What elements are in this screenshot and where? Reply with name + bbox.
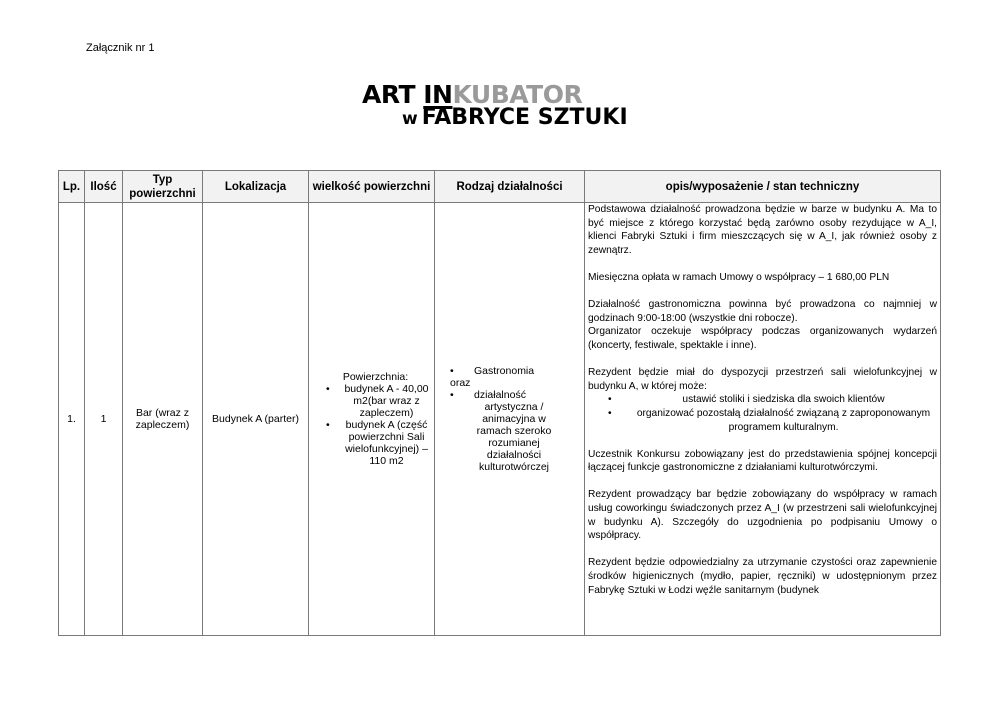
header-lokalizacja: Lokalizacja — [203, 171, 309, 203]
size-item: • budynek A (część powierzchni Sali wielofunkcyjnej) – 110 m2 — [326, 419, 431, 467]
logo-fabryce: FABRYCE SZTUKI — [421, 105, 628, 130]
header-rodzaj: Rodzaj działalności — [435, 171, 585, 203]
header-lp: Lp. — [59, 171, 85, 203]
desc-list-item: • ustawić stoliki i siedziska dla swoich klientów — [608, 393, 937, 407]
rodzaj-item-cont: artystyczna / animacyjna w ramach szeroko rozumianej działalności kulturotwórczej — [476, 401, 552, 473]
header-typ: Typ powierzchni — [123, 171, 203, 203]
desc-paragraph: Rezydent będzie odpowiedzialny za utrzymanie czystości oraz zapewnienie środków higienicznych (mydło, papier, ręczniki) w udostępnionym przez Fabrykę Sztuki w Łodzi węźle sanitarnym (budynek — [588, 557, 937, 596]
table-header-row — [59, 171, 941, 203]
size-title: Powierzchnia: — [342, 371, 409, 383]
cell-wielkosc — [309, 203, 435, 636]
desc-paragraph: Rezydent prowadzący bar będzie zobowiązany do współpracy w ramach usług coworkingu świadczonych przez A_I (w przestrzeni sali wielofunkcyjnej w budynku A). Szczegóły do uzgodnienia po podpisaniu Umowy o współpracy. — [588, 489, 937, 542]
rodzaj-block — [438, 365, 581, 473]
cell-rodzaj — [435, 203, 585, 636]
cell-typ: Bar (wraz z zapleczem) — [123, 203, 203, 636]
logo-line-2 — [402, 106, 628, 131]
size-item: • budynek A - 40,00 m2(bar wraz z zapleczem) — [326, 383, 431, 419]
desc-paragraph: Organizator oczekuje współpracy podczas organizowanych wydarzeń (koncerty, festiwale, spektakle i inne). — [588, 326, 937, 351]
logo-art: ART — [362, 80, 416, 109]
attachment-label: Załącznik nr 1 — [86, 42, 155, 54]
table-row — [59, 203, 941, 636]
rodzaj-oraz: oraz — [450, 377, 471, 389]
logo-in: IN — [423, 80, 453, 109]
cell-ilosc: 1 — [85, 203, 123, 636]
desc-list-item: • organizować pozostałą działalność związaną z zaproponowanym programem kulturalnym. — [608, 407, 937, 434]
cell-lokalizacja: Budynek A (parter) — [203, 203, 309, 636]
desc-list — [588, 393, 937, 434]
rodzaj-item: • Gastronomia — [450, 365, 581, 377]
header-ilosc: Ilość — [85, 171, 123, 203]
desc-paragraph: Działalność gastronomiczna powinna być prowadzona co najmniej w godzinach 9:00-18:00 (wszystkie dni robocze). — [588, 299, 937, 324]
header-opis: opis/wyposażenie / stan techniczny — [585, 171, 941, 203]
offer-table — [58, 170, 941, 636]
desc-paragraph: Rezydent będzie miał do dyspozycji przestrzeń sali wielofunkcyjnej w budynku A, w której może: — [588, 367, 937, 392]
cell-opis — [585, 203, 941, 636]
desc-paragraph: Uczestnik Konkursu zobowiązany jest do przedstawienia spójnej koncepcji łączącej funkcje gastronomiczne z działaniami kulturotwórczymi. — [588, 448, 937, 474]
rodzaj-item: • działalność — [450, 389, 581, 401]
size-list — [312, 383, 431, 467]
header-wielkosc: wielkość powierzchni — [309, 171, 435, 203]
logo-kubator: KUBATOR — [452, 80, 583, 109]
art-inkubator-logo — [362, 82, 632, 130]
cell-lp: 1. — [59, 203, 85, 636]
desc-paragraph: Miesięczna opłata w ramach Umowy o współpracy – 1 680,00 PLN — [588, 271, 890, 283]
desc-paragraph: Podstawowa działalność prowadzona będzie w barze w budynku A. Ma to być miejsce z którego korzystać będą zarówno osoby rezydujące w A_I, klienci Fabryki Sztuki i firm mieszczących się w A_I, jak również osoby z zewnątrz. — [588, 204, 937, 256]
logo-w: w — [402, 109, 418, 129]
